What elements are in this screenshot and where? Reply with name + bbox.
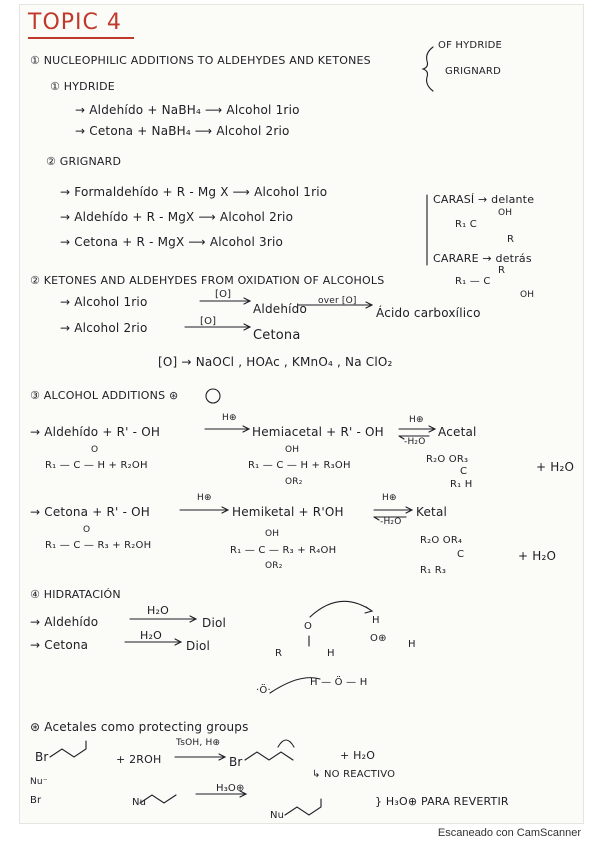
section1-heading: ① NUCLEOPHILIC ADDITIONS TO ALDEHYDES AND KETONES	[30, 54, 371, 67]
oxidation-r1-left: → Alcohol 1rio	[60, 295, 148, 309]
acetal-water-product: + H₂O	[536, 460, 575, 474]
protect-br: Br	[35, 750, 49, 764]
alcohol-add-ketone: → Cetona + R' - OH	[30, 505, 150, 519]
mechanism-oh: ·Ö·	[256, 685, 271, 696]
deprotect-nu: Nu	[132, 797, 147, 808]
page-title: TOPIC 4	[28, 10, 122, 35]
ketone-structure: R₁ — C — R₃ + R₂OH	[45, 540, 152, 551]
deprotect-br: Br	[30, 795, 42, 806]
brace-top-label: OF HYDRIDE	[438, 40, 503, 51]
hydration-r2-left: → Cetona	[30, 638, 89, 652]
grignard-label: ② GRIGNARD	[46, 155, 122, 168]
hemiacetal-step: Hemiacetal + R' - OH	[252, 425, 384, 439]
hydride-label: ① HYDRIDE	[50, 80, 115, 93]
section4-heading: ④ HIDRATACIÓN	[30, 588, 121, 601]
mechanism-o: O	[304, 621, 313, 632]
side-r1c: R₁ C	[455, 219, 477, 230]
deprotect-nu-reagent: Nu⁻	[30, 777, 48, 787]
hemiketal-or: OR₂	[265, 561, 283, 571]
protect-br-product: Br	[229, 755, 243, 769]
section3-heading: ③ ALCOHOL ADDITIONS ⊛	[30, 389, 179, 402]
acetal-bottom: R₁ H	[450, 479, 473, 490]
sketch-lines	[20, 5, 583, 823]
ketal-water: -H₂O	[380, 517, 402, 527]
grignard-reaction-2: → Aldehído + R - MgX ⟶ Alcohol 2rio	[60, 210, 294, 224]
deprotect-cond: H₃O⊕	[216, 783, 245, 794]
oxidation-r1-mid: Aldehído	[253, 302, 308, 316]
acetal-water: -H₂O	[404, 437, 426, 447]
hydride-reaction-2: → Cetona + NaBH₄ ⟶ Alcohol 2rio	[75, 124, 290, 138]
hemiketal-oh: OH	[265, 529, 280, 539]
hemiacetal-structure: R₁ — C — H + R₃OH	[248, 460, 351, 471]
section5-heading: ⊛ Acetales como protecting groups	[30, 720, 249, 734]
hydration-r2-cond: H₂O	[140, 629, 162, 642]
side-r2: R	[498, 265, 506, 276]
hemiacetal-oh: OH	[285, 445, 300, 455]
protect-water: + H₂O	[340, 749, 376, 762]
aldehyde-structure: R₁ — C — H + R₂OH	[45, 460, 148, 471]
oxidation-r1-cond: [O]	[215, 289, 232, 300]
acetal-catalyst: H⊕	[409, 415, 424, 425]
mechanism-h: H	[327, 648, 335, 659]
oxidants-list: [O] → NaOCl , HOAc , KMnO₄ , Na ClO₂	[158, 355, 393, 369]
oxidation-r2-left: → Alcohol 2rio	[60, 321, 148, 335]
protect-note: ↳ NO REACTIVO	[312, 769, 396, 780]
mechanism-water: H — Ö — H	[310, 677, 368, 688]
ketal-water-product: + H₂O	[518, 549, 557, 563]
side-oh: OH	[498, 208, 513, 218]
ketone-catalyst: H⊕	[197, 493, 212, 503]
notebook-page	[19, 4, 584, 824]
hydration-r1-cond: H₂O	[147, 604, 169, 617]
mechanism-h3: H	[408, 639, 416, 650]
oxidation-r1-right: Ácido carboxílico	[376, 306, 481, 320]
protect-plus-2roh: + 2ROH	[116, 753, 162, 766]
hemiketal-structure: R₁ — C — R₃ + R₄OH	[230, 545, 337, 556]
hydride-reaction-1: → Aldehído + NaBH₄ ⟶ Alcohol 1rio	[75, 103, 300, 117]
side-note-front: CARASÍ → delante	[433, 193, 535, 206]
section2-heading: ② KETONES AND ALDEHYDES FROM OXIDATION OF ALCOHOLS	[30, 274, 385, 287]
grignard-reaction-1: → Formaldehído + R - Mg X ⟶ Alcohol 1rio	[60, 185, 328, 199]
hemiketal-step: Hemiketal + R'OH	[232, 505, 344, 519]
hydration-r2-right: Diol	[186, 639, 211, 653]
side-r: R	[507, 234, 515, 245]
acetal-center: C	[460, 466, 468, 477]
oxidation-r2-cond: [O]	[200, 316, 217, 327]
ketal-center: C	[457, 549, 465, 560]
scanner-watermark: Escaneado con CamScanner	[437, 827, 581, 839]
oxidation-r1-cond2: over [O]	[318, 296, 357, 306]
ketal-bottom: R₁ R₃	[420, 565, 447, 576]
aldehyde-o: O	[91, 445, 99, 455]
hydration-r1-right: Diol	[202, 616, 227, 630]
ketal-catalyst: H⊕	[382, 493, 397, 503]
aldehyde-catalyst: H⊕	[222, 413, 237, 423]
mechanism-h2: H	[372, 615, 380, 626]
grignard-reaction-3: → Cetona + R - MgX ⟶ Alcohol 3rio	[60, 235, 284, 249]
alcohol-add-aldehyde: → Aldehído + R' - OH	[30, 425, 161, 439]
side-oh-back: OH	[520, 290, 535, 300]
protect-catalyst: TsOH, H⊕	[176, 738, 221, 748]
ketal-top: R₂O OR₄	[420, 535, 463, 546]
acetal-top: R₂O OR₃	[426, 454, 469, 465]
side-note-back: CARARE → detrás	[433, 252, 532, 265]
side-r1c-back: R₁ — C	[455, 276, 491, 287]
brace-bottom-label: GRIGNARD	[445, 66, 501, 77]
acetal-product: Acetal	[438, 425, 477, 439]
deprotect-nu-product: Nu	[270, 810, 285, 821]
mechanism-r: R	[275, 648, 283, 659]
revert-note: } H₃O⊕ PARA REVERTIR	[375, 795, 509, 808]
oxidation-r2-right: Cetona	[253, 328, 301, 343]
mechanism-oplus: O⊕	[370, 633, 387, 644]
ketone-o: O	[83, 525, 91, 535]
hydration-r1-left: → Aldehído	[30, 615, 99, 629]
ketal-product: Ketal	[416, 505, 448, 519]
hemiacetal-or: OR₂	[285, 477, 303, 487]
